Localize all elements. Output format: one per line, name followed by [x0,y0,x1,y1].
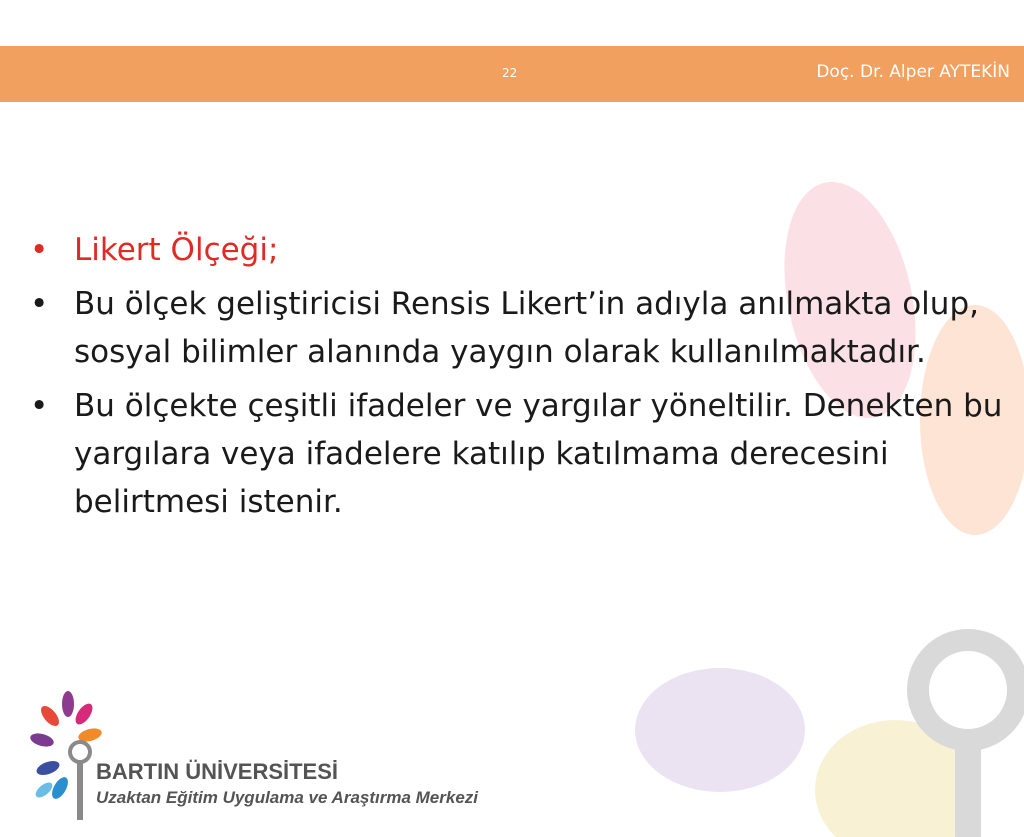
bullet-dot: • [30,286,49,322]
bullet-item [30,382,1010,526]
logo-subtitle: Uzaktan Eğitim Uygulama ve Araştırma Merkezi [96,788,479,807]
bullet-text: Likert Ölçeği; [74,232,279,268]
bullet-text: Bu ölçek geliştiricisi Rensis Likert’in adıyla anılmakta olup, sosyal bilimler alanında yaygın olarak kullanılmaktadır. [74,286,979,370]
bullet-dot: • [30,232,49,268]
logo-title: BARTIN ÜNİVERSİTESİ [96,759,339,784]
slide-number: 22 [502,66,518,80]
header-bar [0,46,1024,102]
bullet-item [30,280,1010,376]
author-name: Doç. Dr. Alper AYTEKİN [816,62,1010,82]
slide-content [30,226,1010,532]
bullet-dot: • [30,388,49,424]
bullet-item [30,226,1010,274]
university-logo [30,690,500,830]
bullet-text: Bu ölçekte çeşitli ifadeler ve yargılar yöneltilir. Denekten bu yargılara veya ifadelere katılıp katılmama derecesini belirtmesi istenir. [74,388,1003,520]
